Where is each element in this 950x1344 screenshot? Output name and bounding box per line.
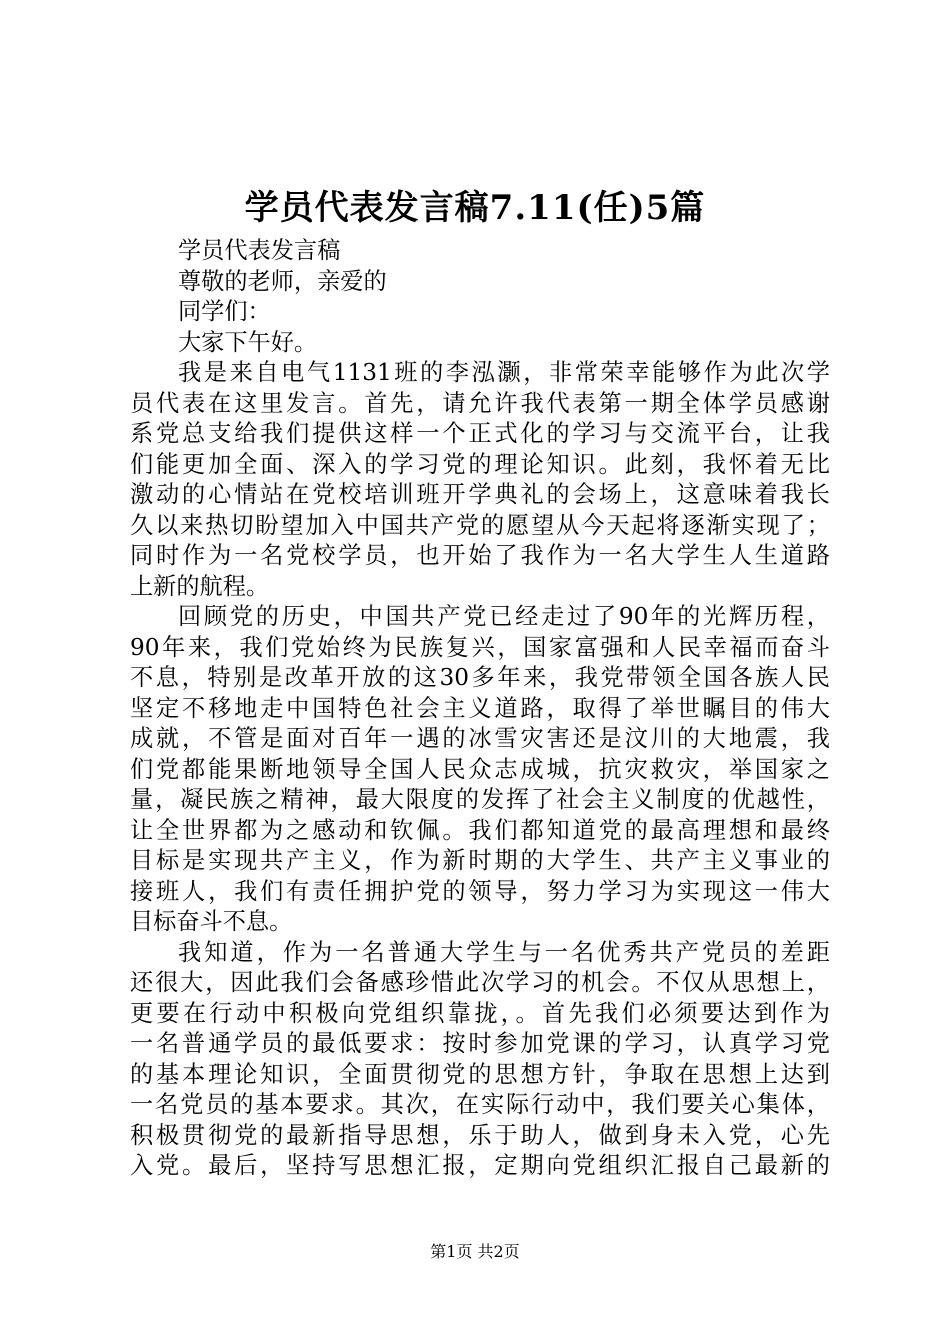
text-line: 入党。最后，坚持写思想汇报，定期向党组织汇报自己最新的 bbox=[130, 1152, 830, 1179]
text-line: 一名普通学员的最低要求：按时参加党课的学习，认真学习党 bbox=[130, 1030, 830, 1057]
page-number-footer: 第1页 共2页 bbox=[430, 1242, 520, 1261]
text-line: 接班人，我们有责任拥护党的领导，努力学习为实现这一伟大 bbox=[130, 877, 830, 905]
text-line: 还很大，因此我们会备感珍惜此次学习的机会。不仅从思想上， bbox=[130, 969, 830, 996]
text-line: 激动的心情站在党校培训班开学典礼的会场上，这意味着我长 bbox=[130, 481, 830, 508]
text-line: 更要在行动中积极向党组织靠拢，。首先我们必须要达到作为 bbox=[130, 999, 830, 1027]
text-line: 同时作为一名党校学员，也开始了我作为一名大学生人生道路 bbox=[130, 542, 830, 569]
text-line: 尊敬的老师，亲爱的 bbox=[178, 267, 387, 295]
text-line: 目标是实现共产主义，作为新时期的大学生、共产主义事业的 bbox=[130, 847, 830, 874]
text-line: 学员代表发言稿 bbox=[178, 237, 341, 264]
document-body bbox=[130, 236, 830, 1182]
text-line: 的基本理论知识，全面贯彻党的思想方针，争取在思想上达到 bbox=[130, 1060, 830, 1088]
text-line: 积极贯彻党的最新指导思想，乐于助人，做到身未入党，心先 bbox=[130, 1121, 830, 1149]
text-line: 90年来，我们党始终为民族复兴，国家富强和人民幸福而奋斗 bbox=[130, 633, 830, 661]
text-line: 们党都能果断地领导全国人民众志成城，抗灾救灾，举国家之 bbox=[130, 755, 830, 783]
text-line: 久以来热切盼望加入中国共产党的愿望从今天起将逐渐实现了； bbox=[130, 511, 830, 539]
text-line: 我知道，作为一名普通大学生与一名优秀共产党员的差距 bbox=[178, 938, 830, 966]
text-line: 让全世界都为之感动和钦佩。我们都知道党的最高理想和最终 bbox=[130, 816, 830, 844]
text-line: 目标奋斗不息。 bbox=[130, 908, 293, 935]
text-line: 我是来自电气1131班的李泓灏，非常荣幸能够作为此次学 bbox=[178, 359, 830, 386]
text-line: 成就，不管是面对百年一遇的冰雪灾害还是汶川的大地震，我 bbox=[130, 725, 830, 752]
document-title: 学员代表发言稿7.11(任)5篇 bbox=[244, 188, 706, 228]
text-line: 量，凝民族之精神，最大限度的发挥了社会主义制度的优越性， bbox=[130, 786, 830, 813]
text-line: 大家下午好。 bbox=[178, 328, 318, 356]
text-line: 系党总支给我们提供这样一个正式化的学习与交流平台，让我 bbox=[130, 420, 830, 447]
text-line: 回顾党的历史，中国共产党已经走过了90年的光辉历程， bbox=[178, 603, 830, 630]
text-line: 上新的航程。 bbox=[130, 572, 270, 600]
text-line: 员代表在这里发言。首先，请允许我代表第一期全体学员感谢 bbox=[130, 389, 830, 417]
text-line: 同学们： bbox=[178, 298, 271, 325]
text-line: 坚定不移地走中国特色社会主义道路，取得了举世瞩目的伟大 bbox=[130, 694, 830, 722]
text-line: 们能更加全面、深入的学习党的理论知识。此刻，我怀着无比 bbox=[130, 450, 830, 478]
text-line: 不息，特别是改革开放的这30多年来，我党带领全国各族人民 bbox=[130, 664, 830, 691]
text-line: 一名党员的基本要求。其次，在实际行动中，我们要关心集体， bbox=[130, 1091, 830, 1118]
